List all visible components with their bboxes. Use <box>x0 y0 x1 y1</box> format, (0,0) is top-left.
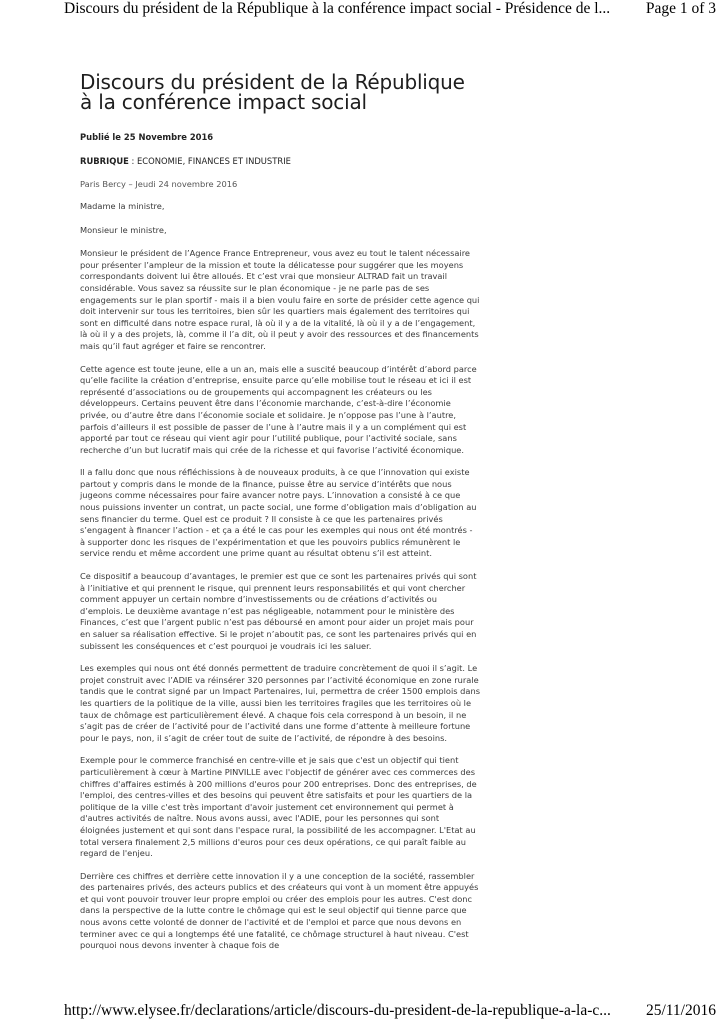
print-footer <box>0 1002 724 1022</box>
place-date: Paris Bercy – Jeudi 24 novembre 2016 <box>80 179 238 189</box>
print-header-title: Discours du président de la République à la conférence impact social - Présidence de l... <box>64 0 611 17</box>
article <box>80 72 480 963</box>
rubrique-value: : ECONOMIE, FINANCES ET INDUSTRIE <box>128 156 291 166</box>
print-date: 25/11/2016 <box>645 1002 716 1019</box>
paragraph: Cette agence est toute jeune, elle a un an, mais elle a suscité beaucoup d’intérêt d’abord parce qu’elle facilite la création d’entreprise, ensuite parce qu’elle mobilise tout le réseau et ici il est représenté d’associations ou de groupements qui accompagnent les créateurs ou les développeurs. Certains peuvent être dans l’économie marchande, c’est-à-dire l’économie privée, ou d’autre être dans l’économie sociale et solidaire. Je n’oppose pas l’une à l’autre, parfois d’ailleurs il est possible de passer de l’une à l’autre mais il y a un complément qui est apporté par tout ce réseau qui vient agir pour l’utilité publique, pour l’activité sociale, sans recherche d’un but lucratif mais qui crée de la richesse et qui favorise l’activité économique. <box>80 363 477 455</box>
publication-date: Publié le 25 Novembre 2016 <box>80 132 214 142</box>
page-url: http://www.elysee.fr/declarations/article/discours-du-president-de-la-republique-a-la-c... <box>64 1002 611 1019</box>
page-number: Page 1 of 3 <box>645 0 716 17</box>
article-body <box>80 201 480 952</box>
article-title: Discours du président de la République à la conférence impact social <box>80 70 465 114</box>
paragraph: Les exemples qui nous ont été donnés permettent de traduire concrètement de quoi il s’agit. Le projet construit avec l’ADIE va réinsérer 320 personnes par l’activité économique en zone rurale tandis que le contrat signé par un Impact Partenaires, lui, permettra de créer 1500 emplois dans les quartiers de la politique de la ville, aussi bien les territoires fragiles que les territoires où le taux de chômage est particulièrement élevé. A chaque fois cela correspond à un besoin, il ne s’agit pas de créer de l’activité pour de l’activité dans une forme d’attente à meilleure fortune pour le pays, non, il s’agit de créer tout de suite de l’activité, de répondre à des besoins. <box>80 663 480 743</box>
print-header <box>0 0 724 22</box>
paragraph: Derrière ces chiffres et derrière cette innovation il y a une conception de la société, rassembler des partenaires privés, des acteurs publics et des créateurs qui vont à un moment être appuyés et qui vont pouvoir trouver leur propre emploi ou créer des emplois pour les autres. C'est donc dans la perspective de la lutte contre le chômage qui est le seul objectif qui tienne parce que nous avons cette volonté de donner de l'activité et de l'emploi et parce que nous devons en terminer avec ce qui a longtemps été une fatalité, ce chômage structurel à haut niveau. C'est pourquoi nous devons inventer à chaque fois de <box>80 870 479 951</box>
paragraph: Monsieur le ministre, <box>80 224 167 235</box>
paragraph: Il a fallu donc que nous réfléchissions à de nouveaux produits, à ce que l’innovation qui existe partout y compris dans le monde de la finance, puisse être au service d’intérêts que nous jugeons comme nécessaires pour faire avancer notre pays. L’innovation a consisté à ce que nous puissions inventer un contrat, un pacte social, une forme d’obligation mais d’obligation au sens financier du terme. Quel est ce produit ? Il consiste à ce que les partenaires privés s’engagent à financer l’action - et ça a été le cas pour les exemples qui nous ont été montrés - à supporter donc les risques de l’expérimentation et que les pouvoirs publics rémunèrent le service rendu et même accordent une prime quant au résultat obtenu s’il est atteint. <box>80 467 477 559</box>
paragraph: Madame la ministre, <box>80 201 165 211</box>
rubrique-line <box>80 156 480 166</box>
paragraph: Monsieur le président de l’Agence France Entrepreneur, vous avez eu tout le talent nécessaire pour présenter l’ampleur de la mission et toute la délicatesse pour suggérer que les moyens correspondants doivent lui être alloués. Et c’est vrai que monsieur ALTRAD fait un travail considérable. Vous savez sa réussite sur le plan économique - je ne parle pas de ses engagements sur le plan sportif - mais il a bien voulu faire en sorte de présider cette agence qui doit intervenir sur tous les territoires, bien sûr les quartiers mais également des territoires qui sont en difficulté dans notre espace rural, là où il y a de la vitalité, là où il y a de l’engagement, là où il y a des projets, là, comme il l’a dit, où il peut y avoir des ressources et des financements mais qu’il faut agréger et faire se rencontrer. <box>80 248 480 351</box>
rubrique-label: RUBRIQUE <box>80 156 129 166</box>
paragraph: Ce dispositif a beaucoup d’avantages, le premier est que ce sont les partenaires privés qui sont à l’initiative et qui prennent le risque, qui prennent leurs responsabilités et qui vont chercher comment appuyer un certain nombre d’investissements ou de créations d’activités ou d’emplois. Le deuxième avantage n’est pas négligeable, notamment pour le ministère des Finances, c’est que l’argent public n’est pas déboursé en amont pour aider un projet mais pour en saluer sa réalisation effective. Si le projet n’aboutit pas, ce sont les partenaires privés qui en subissent les conséquences et c’est pourquoi je voudrais ici les saluer. <box>80 571 477 651</box>
paragraph: Exemple pour le commerce franchisé en centre-ville et je sais que c'est un objectif qui tient particulièrement à cœur à Martine PINVILLE avec l'objectif de générer avec ces commerces des chiffres d'affaires estimés à 200 millions d'euros pour 200 entreprises. Donc des entreprises, de l'emploi, des centres-villes et des besoins qui peuvent être satisfaits et pour les quartiers de la politique de la ville c'est très important d'avoir justement cet environnement qui permet à d'autres activités de naître. Nous avons aussi, avec l'ADIE, pour les personnes qui sont éloignées justement et qui sont dans l'espace rural, la possibilité de les accompagner. L'Etat au total versera finalement 2,5 millions d'euros pour ces deux opérations, ce qui paraît faible au regard de l'enjeu. <box>80 755 477 859</box>
